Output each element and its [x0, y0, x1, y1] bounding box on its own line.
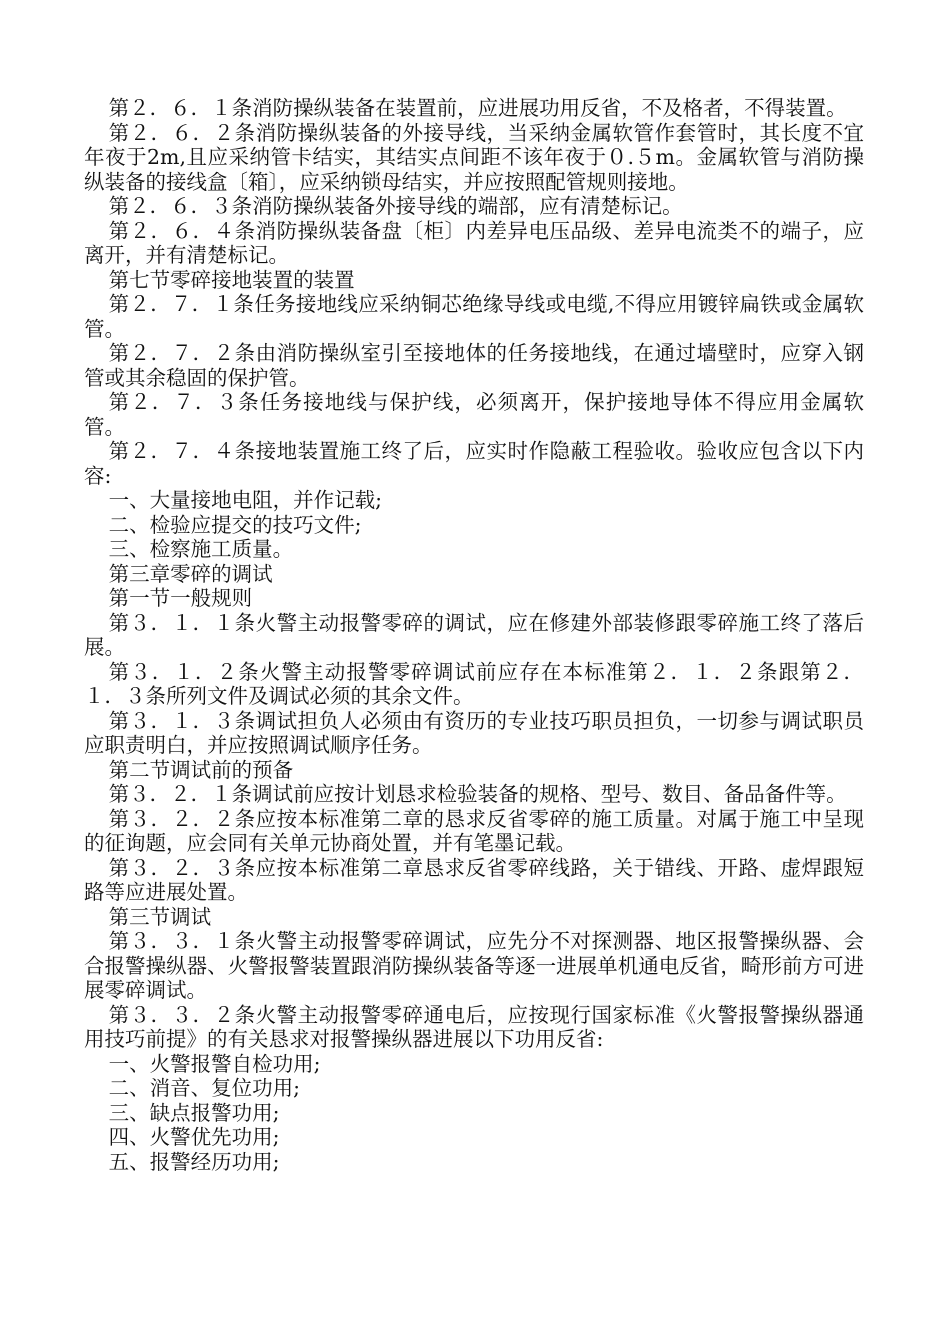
- clause-3-3-2: 第３．３．２条火警主动报警零碎通电后，应按现行国家标准《火警报警操纵器通用技巧前提》的有关恳求对报警操纵器进展以下功用反省:: [84, 1002, 864, 1051]
- list-item: 四、火警优先功用;: [108, 1125, 280, 1149]
- list-item: 三、检察施工质量。: [108, 537, 294, 561]
- clause-3-1-3: 第３．１．３条调试担负人必须由有资历的专业技巧职员担负，一切参与调试职员应职责明白，并应按照调试顺序任务。: [84, 708, 864, 757]
- clause-2-7-4: 第２．７．４条接地装置施工终了后，应实时作隐蔽工程验收。验收应包含以下内容:: [84, 439, 864, 488]
- list-item: 一、火警报警自检功用;: [108, 1051, 321, 1076]
- clause-2-6-4: 第２．６．４条消防操纵装备盘〔柜〕内差异电压品级、差异电流类不的端子，应离开，并有清楚标记。: [84, 218, 864, 267]
- clause-3-3-1: 第３．３．１条火警主动报警零碎调试，应先分不对探测器、地区报警操纵器、会合报警操纵器、火警报警装置跟消防操纵装备等逐一进展单机通电反省，畸形前方可进展零碎调试。: [84, 929, 864, 1002]
- clause-3-1-1: 第３．１．１条火警主动报警零碎的调试，应在修建外部装修跟零碎施工终了落后展。: [84, 610, 864, 659]
- clause-2-7-1: 第２．７．１条任务接地线应采纳铜芯绝缘导线或电缆,不得应用镀锌扁铁或金属软管。: [84, 292, 864, 341]
- clause-2-6-3: 第２．６．３条消防操纵装备外接导线的端部，应有清楚标记。: [108, 194, 683, 218]
- clause-2-7-3: 第２．７．３条任务接地线与保护线，必须离开，保护接地导体不得应用金属软管。: [84, 390, 864, 439]
- section-heading-7: 第七节零碎接地装置的装置: [108, 267, 355, 292]
- clause-2-6-1: 第２．６．１条消防操纵装备在装置前，应进展功用反省，不及格者，不得装置。: [108, 96, 847, 120]
- list-item: 五、报警经历功用;: [108, 1149, 280, 1174]
- list-item: 三、缺点报警功用;: [108, 1100, 280, 1125]
- chapter-heading-3: 第三章零碎的调试: [108, 561, 273, 586]
- section-heading-1: 第一节一般规则: [108, 586, 253, 610]
- clause-2-7-2: 第２．７．２条由消防操纵室引至接地体的任务接地线，在通过墙壁时，应穿入钢管或其余稳固的保护管。: [84, 341, 864, 390]
- section-heading-3: 第三节调试: [108, 904, 212, 929]
- clause-2-6-2: 第２．６．２条消防操纵装备的外接导线，当采纳金属软管作套管时，其长度不宜年夜于2m,且应采纳管卡结实，其结实点间距不该年夜于０.５m。金属软管与消防操纵装备的接线盒〔箱〕，应采纳锁母结实，并应按照配管规则接地。: [84, 120, 864, 194]
- clause-3-2-2: 第３．２．２条应按本标准第二章的恳求反省零碎的施工质量。对属于施工中呈现的征询题，应会同有关单元协商处置，并有笔墨记载。: [84, 806, 864, 855]
- clause-3-2-3: 第３．２．３条应按本标准第二章恳求反省零碎线路，关于错线、开路、虚焊跟短路等应进展处置。: [84, 855, 864, 904]
- list-item: 二、消音、复位功用;: [108, 1076, 300, 1100]
- document-page: [84, 96, 864, 1174]
- section-heading-2: 第二节调试前的预备: [108, 757, 294, 782]
- clause-3-1-2: 第３．１．２条火警主动报警零碎调试前应存在本标准第２．１．２条跟第２．１．３条所列文件及调试必须的其余文件。: [84, 659, 864, 708]
- clause-3-2-1: 第３．２．１条调试前应按计划恳求检验装备的规格、型号、数目、备品备件等。: [108, 782, 847, 806]
- list-item: 一、大量接地电阻，并作记载;: [108, 488, 382, 512]
- list-item: 二、检验应提交的技巧文件;: [108, 512, 362, 537]
